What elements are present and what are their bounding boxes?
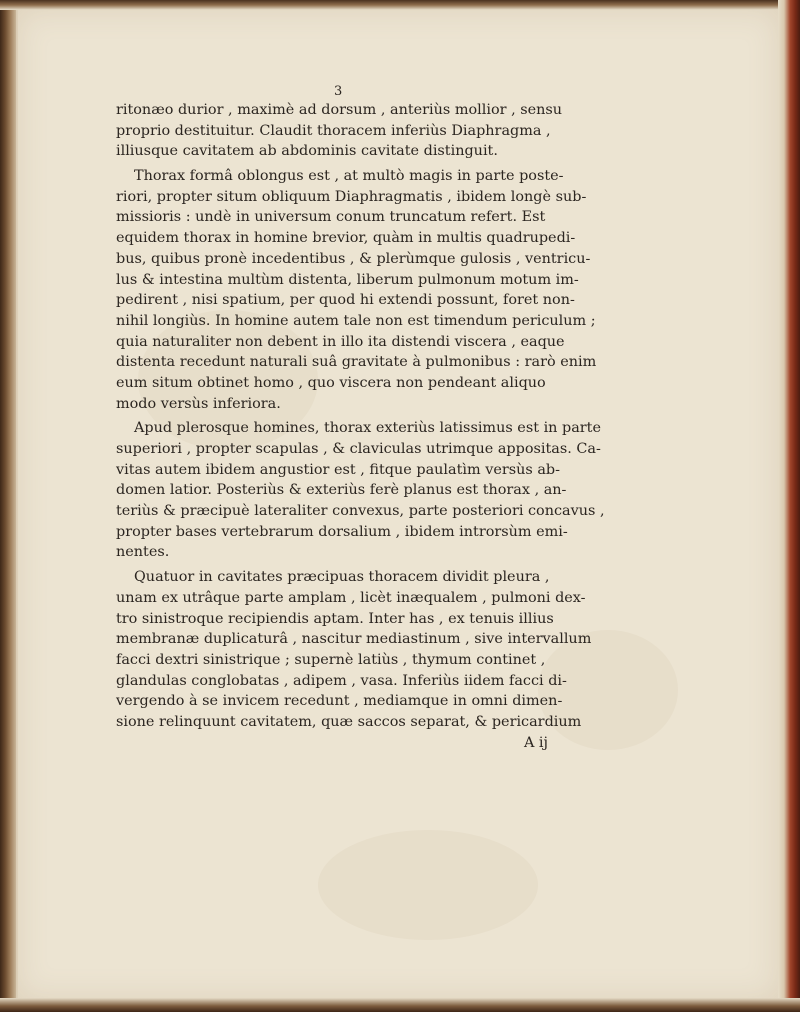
signature-mark: A ij xyxy=(523,734,548,751)
bottom-page-edge xyxy=(0,998,800,1012)
top-page-edge xyxy=(0,0,800,10)
paper-page xyxy=(18,10,778,998)
text-line: distenta recedunt naturali suâ gravitate à pulmonibus : rarò enim xyxy=(116,354,597,371)
page-number: 3 xyxy=(334,84,343,99)
text-line: proprio destituitur. Claudit thoracem inferiùs Diaphragma , xyxy=(116,122,551,139)
text-line: propter bases vertebrarum dorsalium , ibidem introrsùm emi- xyxy=(116,523,568,540)
text-line: lus & intestina multùm distenta, liberum pulmonum motum im- xyxy=(116,271,579,288)
text-line: Quatuor in cavitates præcipuas thoracem dividit pleura , xyxy=(134,569,550,586)
paragraph-4 xyxy=(116,567,592,751)
text-line: vergendo à se invicem recedunt , mediamque in omni dimen- xyxy=(116,693,563,710)
text-line: nentes. xyxy=(116,544,170,561)
text-line: quia naturaliter non debent in illo ita distendi viscera , eaque xyxy=(116,333,565,350)
paragraph-1 xyxy=(116,100,563,162)
text-line: modo versùs inferiora. xyxy=(116,395,281,412)
text-line: sione relinquunt cavitatem, quæ saccos separat, & pericardium xyxy=(116,713,582,730)
text-line: Thorax formâ oblongus est , at multò magis in parte poste- xyxy=(134,168,564,185)
printed-text-block xyxy=(116,84,605,751)
text-line: superiori , propter scapulas , & claviculas utrimque appositas. Ca- xyxy=(116,441,601,457)
text-line: illiusque cavitatem ab abdominis cavitate distinguit. xyxy=(116,143,498,160)
paper-stain xyxy=(538,630,678,750)
text-line: domen latior. Posteriùs & exteriùs ferè planus est thorax , an- xyxy=(116,482,567,499)
text-line: unam ex utrâque parte amplam , licèt inæqualem , pulmoni dex- xyxy=(116,589,586,606)
text-line: ritonæo durior , maximè ad dorsum , anteriùs mollior , sensu xyxy=(116,102,563,118)
text-line: equidem thorax in homine brevior, quàm in multis quadrupedi- xyxy=(116,230,576,247)
text-line: facci dextri sinistrique ; supernè latiùs , thymum continet , xyxy=(116,651,546,668)
paragraph-3 xyxy=(116,418,605,563)
text-line: membranæ duplicaturâ , nascitur mediastinum , sive intervallum xyxy=(116,631,592,648)
text-line: glandulas conglobatas , adipem , vasa. Inferiùs iidem facci di- xyxy=(116,672,567,689)
text-line: teriùs & præcipuè lateraliter convexus, parte posteriori concavus , xyxy=(116,503,605,520)
right-cover-edge xyxy=(778,0,800,1012)
text-line: nihil longiùs. In homine autem tale non est timendum periculum ; xyxy=(116,312,596,329)
text-line: missioris : undè in universum conum truncatum refert. Est xyxy=(116,209,546,226)
text-line: eum situm obtinet homo , quo viscera non pendeant aliquo xyxy=(116,374,546,391)
paragraph-2 xyxy=(116,166,597,414)
text-line: pedirent , nisi spatium, per quod hi extendi possunt, foret non- xyxy=(116,292,575,309)
book-binding-edge xyxy=(0,0,16,1012)
text-line: Apud plerosque homines, thorax exteriùs latissimus est in parte xyxy=(134,420,601,437)
text-line: riori, propter situm obliquum Diaphragmatis , ibidem longè sub- xyxy=(116,188,587,205)
paper-stain xyxy=(318,830,538,940)
text-line: bus, quibus pronè incedentibus , & plerùmque gulosis , ventricu- xyxy=(116,250,591,267)
text-line: vitas autem ibidem angustior est , fitque paulatìm versùs ab- xyxy=(116,461,561,478)
text-line: tro sinistroque recipiendis aptam. Inter has , ex tenuis illius xyxy=(116,610,554,627)
